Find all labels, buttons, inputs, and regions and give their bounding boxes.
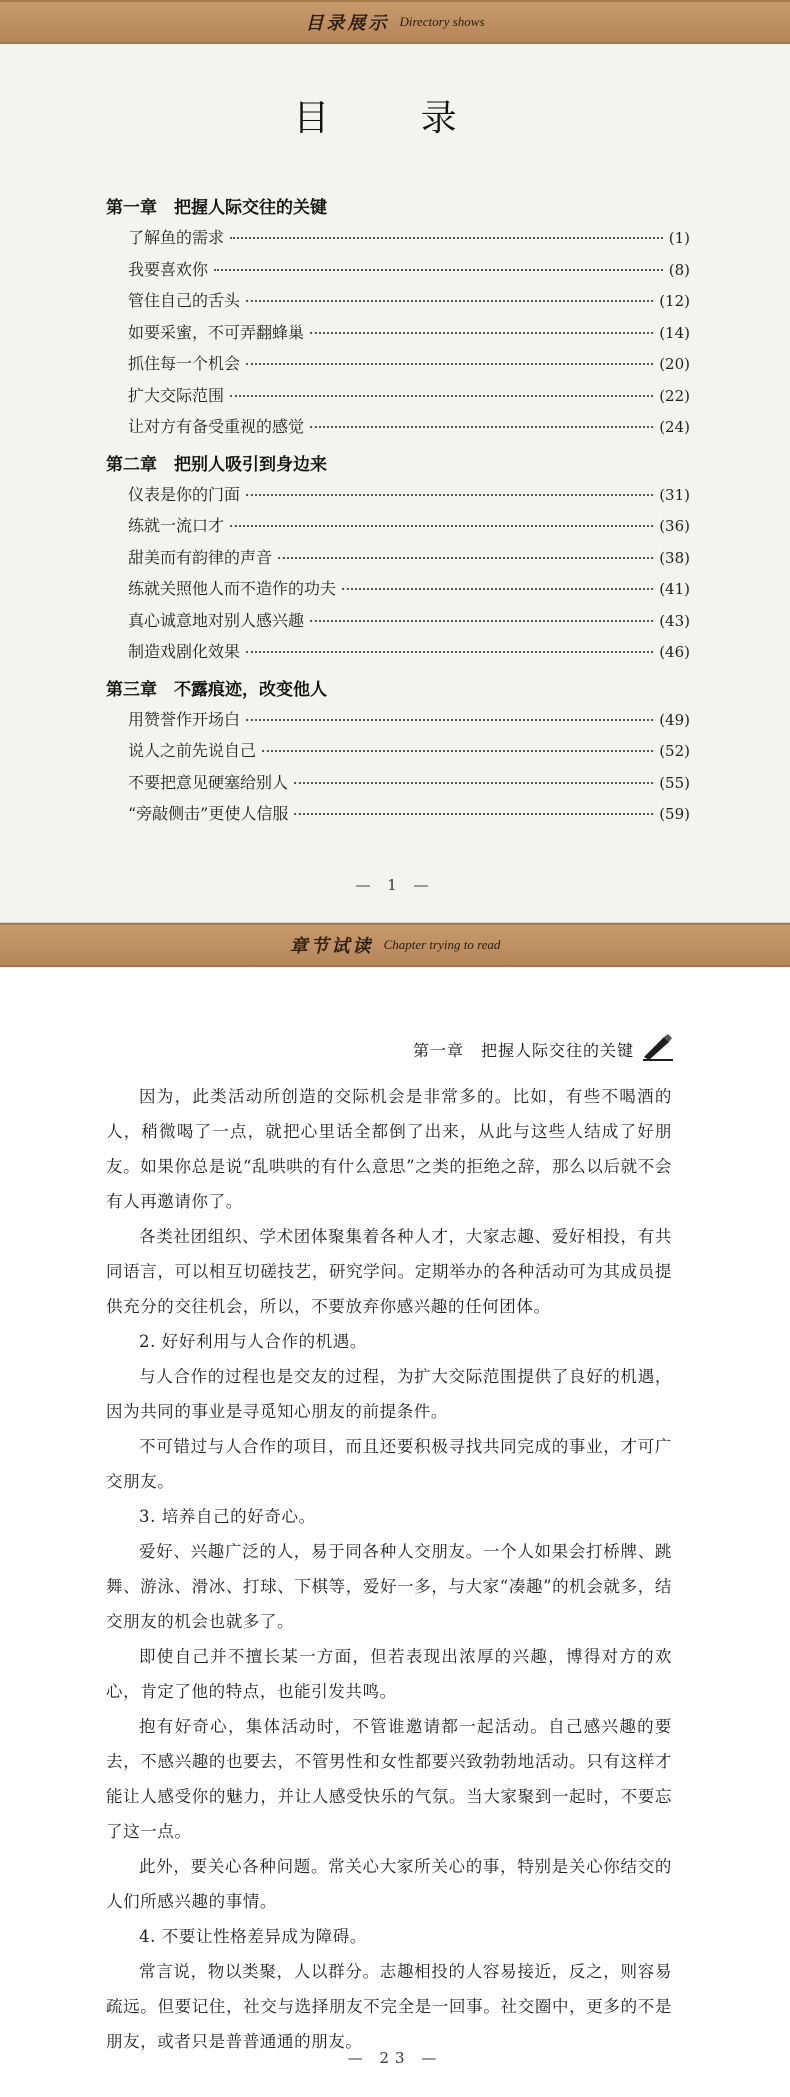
- toc-leader-dots: [214, 269, 663, 271]
- toc-entry-label: 让对方有备受重视的感觉: [128, 417, 305, 436]
- toc-entry[interactable]: [106, 285, 690, 317]
- toc-leader-dots: [246, 300, 653, 302]
- toc-entry-label: 扩大交际范围: [128, 385, 225, 405]
- toc-entry-page: (31): [659, 485, 690, 504]
- toc-chapter-heading: 第三章 不露痕迹，改变他人: [106, 679, 327, 700]
- toc-entry[interactable]: [106, 636, 690, 668]
- chapter-body: [106, 1079, 672, 2059]
- toc-entry-label: 制造戏剧化效果: [128, 642, 241, 661]
- toc-leader-dots: [310, 620, 653, 622]
- chapter-page: [0, 967, 790, 2097]
- toc-leader-dots: [246, 363, 653, 365]
- toc-leader-dots: [230, 525, 653, 527]
- toc-entry-label: 抓住每一个机会: [128, 354, 241, 373]
- toc-leader-dots: [246, 494, 653, 496]
- body-paragraph: 爱好、兴趣广泛的人，易于同各种人交朋友。一个人如果会打桥牌、跳舞、游泳、滑冰、打球、下棋等，爱好一多，与大家“凑趣”的机会就多，结交朋友的机会也就多了。: [106, 1542, 672, 1631]
- toc-entry[interactable]: [106, 317, 690, 349]
- running-header-text: 第一章 把握人际交往的关键: [412, 1040, 634, 1060]
- toc-entry-label: 甜美而有韵律的声音: [128, 547, 273, 567]
- chapter-banner-subtitle: Chapter trying to read: [383, 937, 501, 952]
- toc-entry[interactable]: [106, 605, 690, 637]
- toc-entry[interactable]: [106, 411, 690, 443]
- toc-title: 目 录: [293, 98, 497, 139]
- toc-list: [106, 194, 690, 830]
- toc-entry[interactable]: [106, 542, 690, 574]
- toc-leader-dots: [246, 651, 653, 653]
- toc-leader-dots: [230, 395, 653, 397]
- toc-entry-page: (55): [659, 773, 690, 792]
- toc-entry-page: (24): [659, 418, 690, 436]
- chapter-banner: [0, 923, 790, 967]
- toc-leader-dots: [246, 719, 653, 721]
- toc-entry-page: (41): [659, 580, 690, 598]
- toc-entry[interactable]: [106, 573, 690, 605]
- toc-entry-page: (1): [668, 229, 690, 247]
- chapter-banner-title: 章节试读: [289, 936, 374, 957]
- toc-leader-dots: [262, 750, 653, 752]
- toc-entry-page: (22): [659, 386, 690, 405]
- toc-entry-label: 练就关照他人而不造作的功夫: [128, 579, 337, 598]
- toc-leader-dots: [310, 332, 653, 334]
- toc-leader-dots: [294, 782, 653, 784]
- toc-leader-dots: [294, 813, 653, 815]
- body-paragraph: 2. 好好利用与人合作的机遇。: [139, 1332, 367, 1351]
- body-paragraph: 抱有好奇心，集体活动时，不管谁邀请都一起活动。自己感兴趣的要去，不感兴趣的也要去，不管男性和女性都要兴致勃勃地活动。只有这样才能让人感受你的魅力，并让人感受快乐的气氛。当大家聚到一起时，不要忘了这一点。: [106, 1717, 672, 1841]
- body-paragraph: 各类社团组织、学术团体聚集着各种人才，大家志趣、爱好相投，有共同语言，可以相互切磋技艺，研究学问。定期举办的各种活动可为其成员提供充分的交往机会，所以，不要放弃你感兴趣的任何团体。: [106, 1227, 672, 1316]
- toc-entry-label: 用赞誉作开场白: [128, 709, 241, 729]
- toc-entry[interactable]: [106, 380, 690, 412]
- body-paragraph: 4. 不要让性格差异成为障碍。: [139, 1927, 367, 1946]
- body-paragraph: 不可错过与人合作的项目，而且还要积极寻找共同完成的事业，才可广交朋友。: [106, 1437, 672, 1491]
- toc-entry[interactable]: [106, 510, 690, 542]
- body-paragraph: 因为，此类活动所创造的交际机会是非常多的。比如，有些不喝酒的人，稍微喝了一点，就把心里话全都倒了出来，从此与这些人结成了好朋友。如果你总是说“乱哄哄的有什么意思”之类的拒绝之辞，那么以后就不会有人再邀请你了。: [106, 1087, 672, 1211]
- body-paragraph: 此外，要关心各种问题。常关心大家所关心的事，特别是关心你结交的人们所感兴趣的事情。: [106, 1857, 672, 1911]
- toc-page: [0, 44, 790, 923]
- chapter-page-number: — 23 —: [347, 2049, 443, 2067]
- toc-banner-title: 目录展示: [305, 13, 390, 34]
- toc-entry[interactable]: [106, 767, 690, 799]
- body-paragraph: 即使自己并不擅长某一方面，但若表现出浓厚的兴趣，博得对方的欢心，肯定了他的特点，也能引发共鸣。: [106, 1647, 672, 1701]
- toc-entry-page: (20): [659, 355, 690, 373]
- toc-entry[interactable]: [106, 254, 690, 286]
- toc-entry-label: 仪表是你的门面: [128, 484, 241, 504]
- toc-entry-page: (14): [659, 323, 690, 342]
- toc-entry-label: “旁敲侧击”更使人信服: [128, 804, 289, 823]
- toc-entry-label: 我要喜欢你: [128, 259, 209, 279]
- toc-banner: [0, 0, 790, 44]
- toc-entry-page: (38): [659, 548, 690, 567]
- toc-entry-label: 说人之前先说自己: [128, 741, 257, 760]
- toc-entry-label: 了解鱼的需求: [128, 228, 225, 247]
- body-paragraph: 与人合作的过程也是交友的过程，为扩大交际范围提供了良好的机遇，因为共同的事业是寻觅知心朋友的前提条件。: [106, 1367, 672, 1421]
- toc-leader-dots: [278, 557, 653, 559]
- toc-page-number: — 1 —: [355, 876, 435, 894]
- toc-entry[interactable]: [106, 704, 690, 736]
- toc-entry[interactable]: [106, 479, 690, 511]
- toc-entry-page: (36): [659, 517, 690, 535]
- toc-entry-label: 真心诚意地对别人感兴趣: [128, 610, 305, 630]
- toc-entry-label: 练就一流口才: [128, 516, 225, 535]
- toc-entry-label: 不要把意见硬塞给别人: [128, 772, 289, 792]
- toc-chapter-heading: 第二章 把别人吸引到身边来: [106, 454, 327, 475]
- body-paragraph: 3. 培养自己的好奇心。: [139, 1507, 316, 1526]
- toc-entry-page: (43): [659, 611, 690, 630]
- body-paragraph: 常言说，物以类聚，人以群分。志趣相投的人容易接近，反之，则容易疏远。但要记住，社交与选择朋友不完全是一回事。社交圈中，更多的不是朋友，或者只是普普通通的朋友。: [106, 1962, 672, 2051]
- toc-entry-page: (59): [659, 805, 690, 823]
- pen-writing-icon: [642, 1033, 674, 1065]
- toc-banner-subtitle: Directory shows: [399, 14, 485, 29]
- toc-entry[interactable]: [106, 798, 690, 830]
- toc-leader-dots: [342, 588, 653, 590]
- toc-entry-page: (52): [659, 742, 690, 760]
- toc-leader-dots: [310, 426, 653, 428]
- toc-entry-page: (49): [659, 710, 690, 729]
- toc-entry-page: (12): [659, 292, 690, 310]
- toc-entry[interactable]: [106, 222, 690, 254]
- toc-entry[interactable]: [106, 348, 690, 380]
- toc-entry-label: 管住自己的舌头: [128, 291, 241, 310]
- toc-entry[interactable]: [106, 735, 690, 767]
- toc-chapter-heading: 第一章 把握人际交往的关键: [106, 198, 327, 218]
- toc-entry-label: 如要采蜜，不可弄翻蜂巢: [128, 322, 305, 342]
- toc-leader-dots: [230, 237, 663, 239]
- toc-entry-page: (46): [659, 643, 690, 661]
- running-header: [413, 1033, 674, 1065]
- toc-entry-page: (8): [668, 260, 690, 279]
